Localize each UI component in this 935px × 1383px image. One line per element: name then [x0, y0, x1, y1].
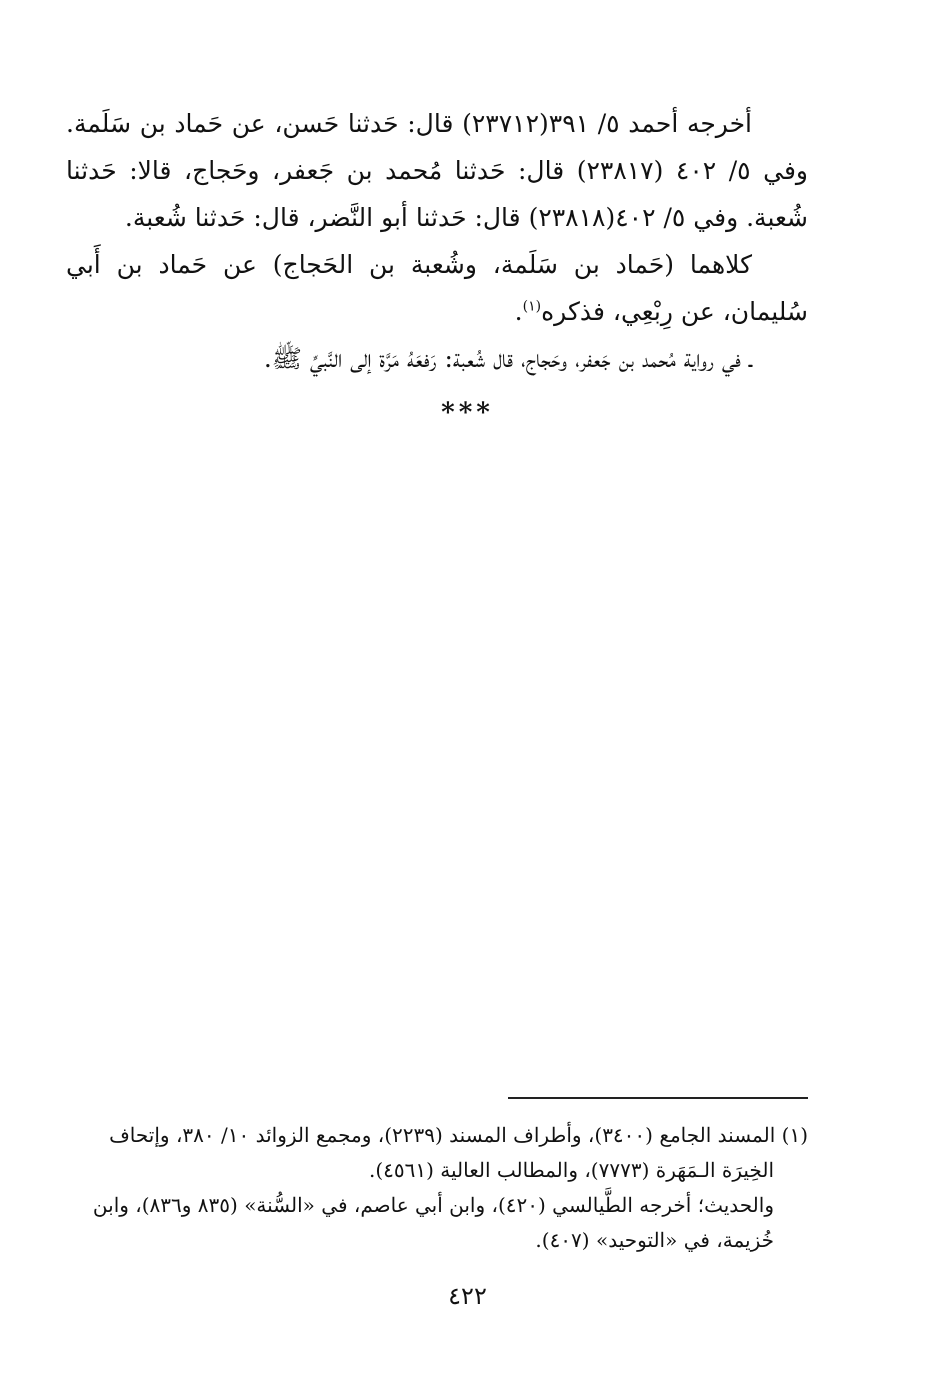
narration-note: ـ في رواية مُحمد بن جَعفر، وحَجاج، قال شُعبة: رَفعَهُ مَرَّة إلى النَّبيِّ ﷺ. [263, 344, 752, 373]
chain-text: كلاهما (حَماد بن سَلَمة، وشُعبة بن الحَجاج) عن حَماد بن أَبي سُليمان، عن رِبْعِي، فذكره [66, 250, 808, 326]
footnote-1-line-2: الخِيرَة الـمَهَرة (٧٧٧٣)، والمطالب العالية (٤٥٦١). [368, 1158, 774, 1182]
page-number: ٤٢٢ [448, 1282, 487, 1310]
chain-end-punctuation: . [514, 297, 523, 326]
footnote-reference: (١) [522, 298, 542, 315]
footnote-2-line-2: خُزيمة، في «التوحيد» (٤٠٧). [535, 1228, 774, 1252]
chain-paragraph [66, 241, 808, 335]
footnotes-block [66, 1118, 808, 1258]
hadith-source-paragraph: أخرجه أحمد ٥/ ٣٩١(٢٣٧١٢) قال: حَدثنا حَسن، عن حَماد بن سَلَمة. وفي ٥/ ٤٠٢ (٢٣٨١٧) قال: حَدثنا مُحمد بن جَعفر، وحَجاج، قالا: حَدثنا شُعبة. وفي ٥/ ٤٠٢(٢٣٨١٨) قال: حَدثنا أبو النَّضر، قال: حَدثنا شُعبة. [66, 109, 809, 232]
main-text-block [66, 100, 808, 382]
section-separator: *** [441, 398, 494, 428]
footnote-2-line-1: والحديث؛ أخرجه الطَّيالسي (٤٢٠)، وابن أبي عاصم، في «السُّنة» (٨٣٥ و٨٣٦)، وابن [92, 1193, 774, 1217]
footnote-1-line-1: (١) المسند الجامع (٣٤٠٠)، وأطراف المسند (٢٢٣٩)، ومجمع الزوائد ١٠/ ٣٨٠، وإتحاف [109, 1123, 808, 1147]
footnote-divider [508, 1097, 808, 1099]
